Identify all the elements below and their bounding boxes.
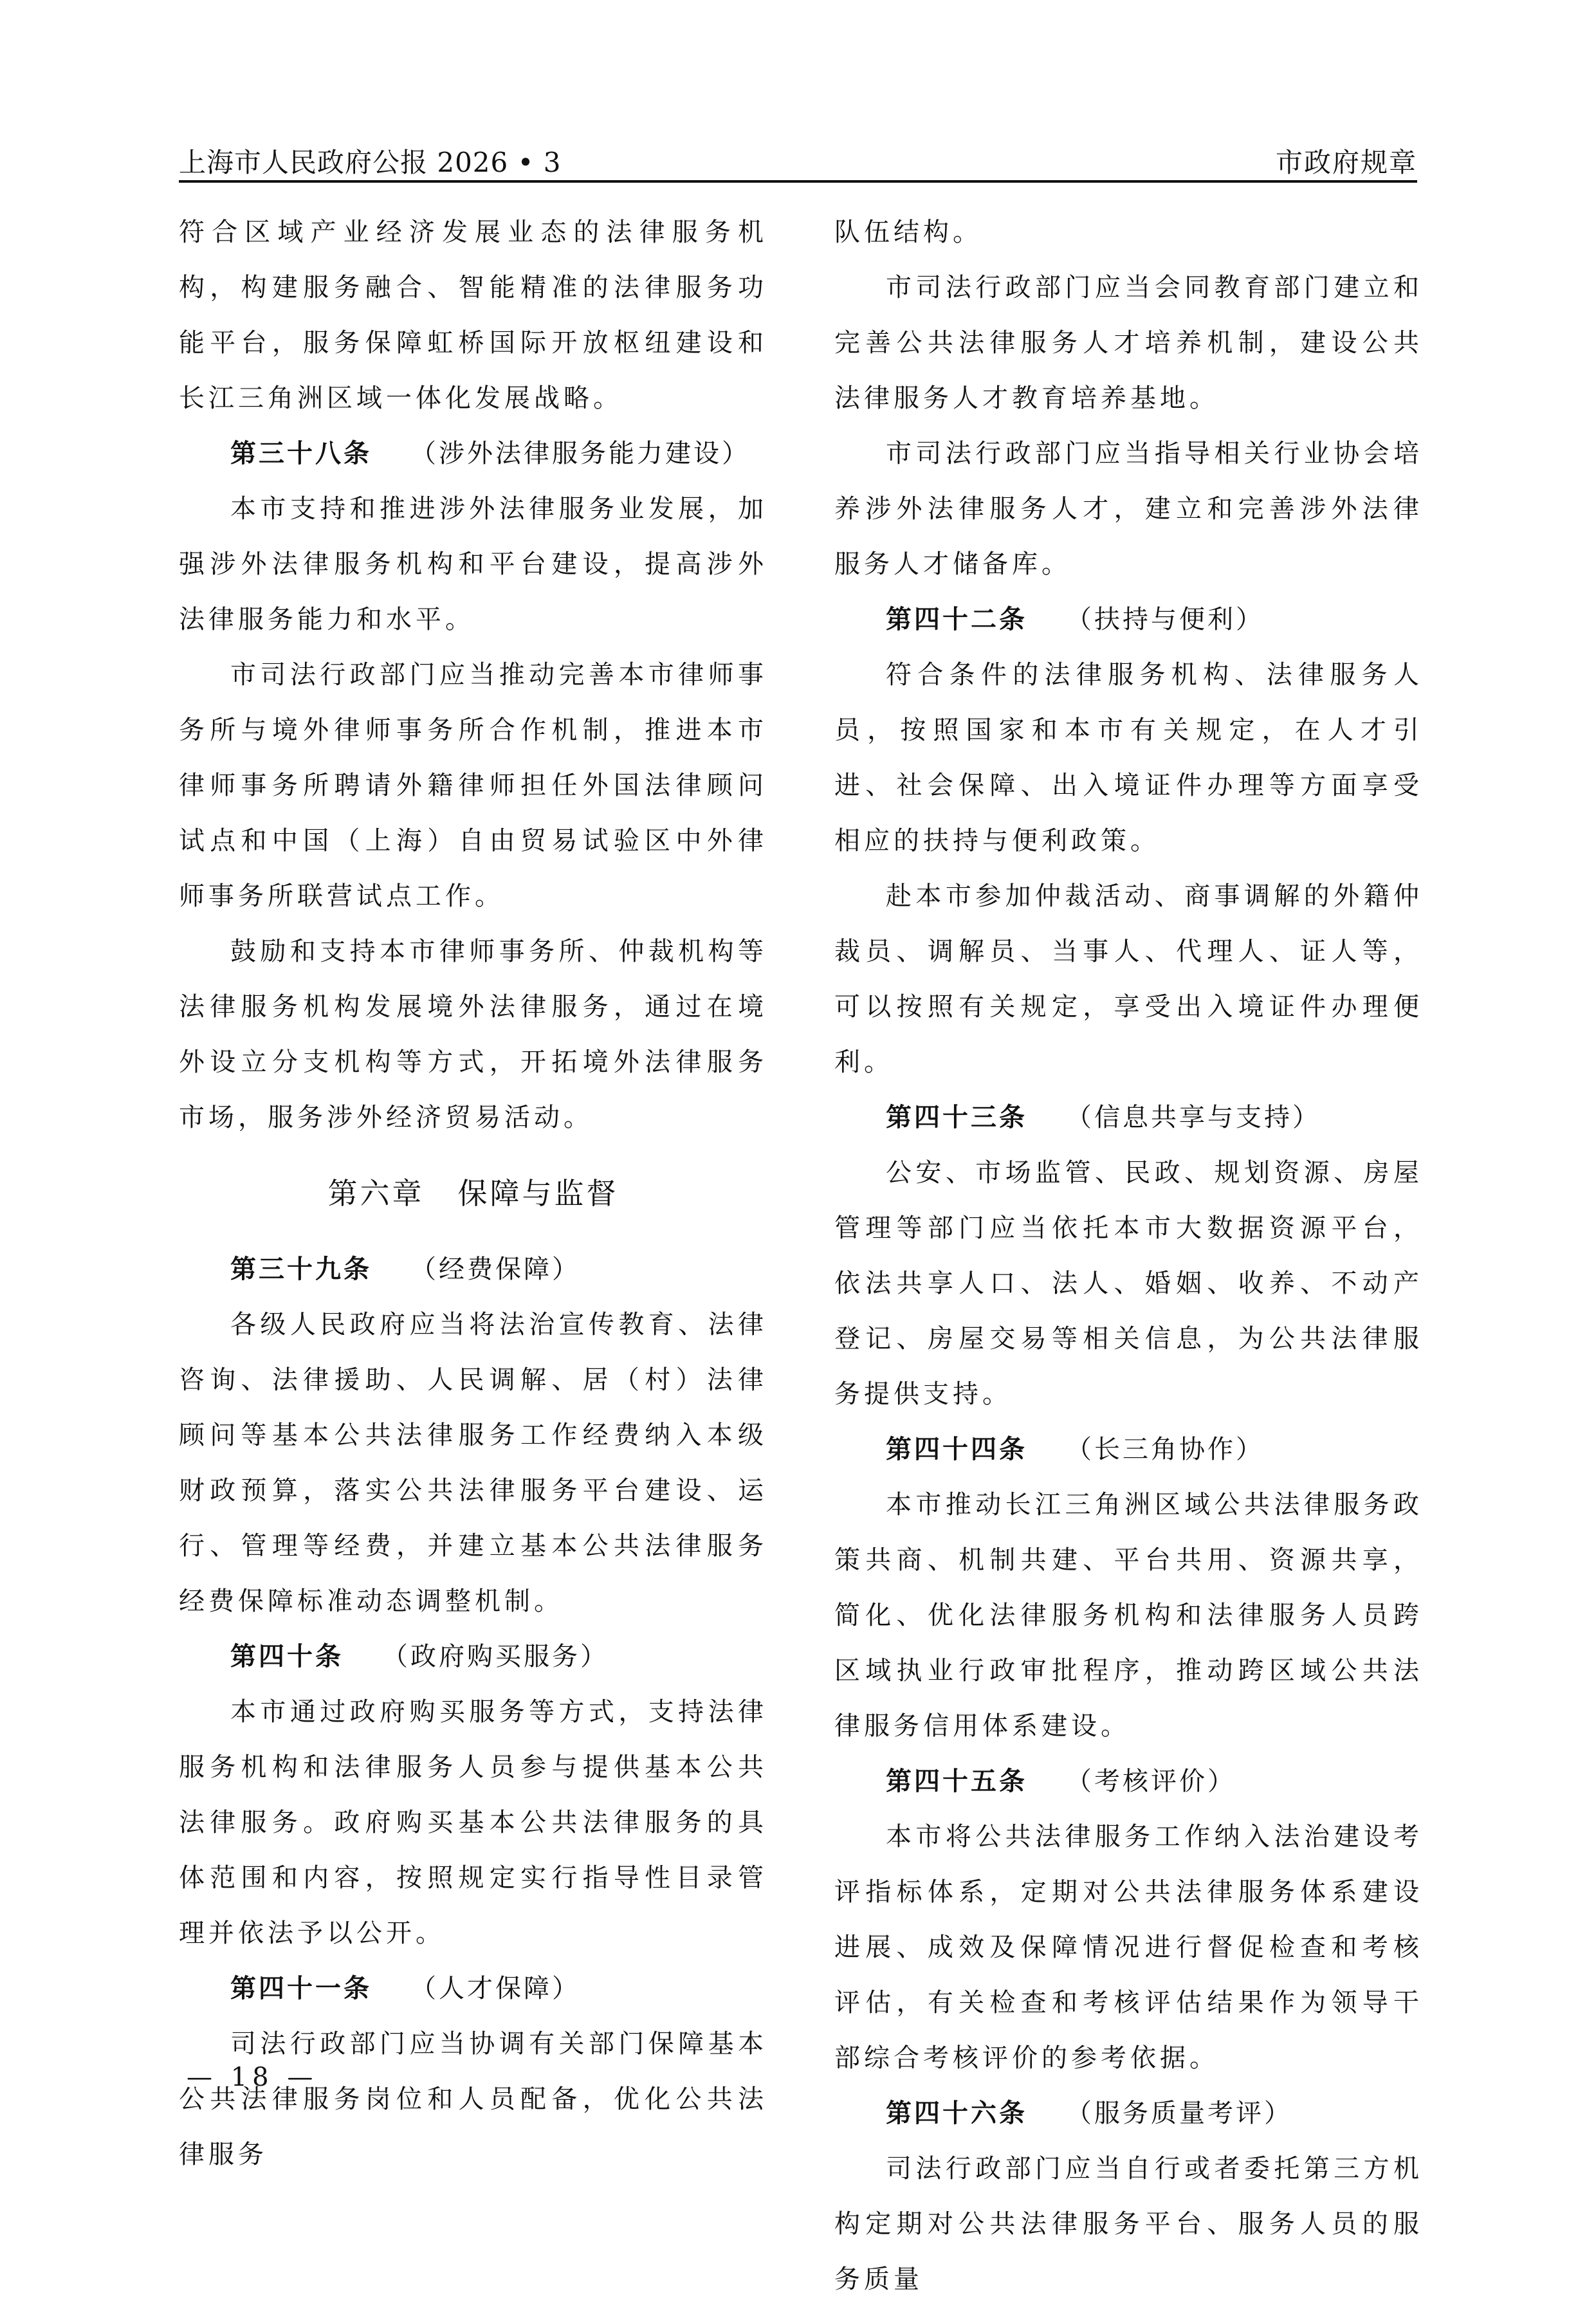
chapter-title: 保障与监督 bbox=[457, 1176, 619, 1211]
paragraph: 鼓励和支持本市律师事务所、仲裁机构等法律服务机构发展境外法律服务，通过在境外设立分支机构等方式，开拓境外法律服务市场，服务涉外经济贸易活动。 bbox=[179, 937, 767, 1132]
article-title: （服务质量考评） bbox=[1066, 2099, 1292, 2128]
article-number: 第四十条 bbox=[230, 1642, 344, 1671]
article-title: （考核评价） bbox=[1066, 1767, 1236, 1796]
article-heading-45 bbox=[834, 1754, 1423, 1809]
article-heading-42 bbox=[834, 592, 1423, 647]
article-number: 第三十八条 bbox=[230, 439, 372, 468]
article-title: （长三角协作） bbox=[1066, 1435, 1264, 1464]
right-column bbox=[834, 205, 1423, 2307]
article-number: 第四十三条 bbox=[886, 1103, 1027, 1132]
paragraph: 本市推动长江三角洲区域公共法律服务政策共商、机制共建、平台共用、资源共享，简化、优化法律服务机构和法律服务人员跨区域执业行政审批程序，推动跨区域公共法律服务信用体系建设。 bbox=[834, 1490, 1423, 1741]
paragraph: 符合条件的法律服务机构、法律服务人员，按照国家和本市有关规定，在人才引进、社会保障、出入境证件办理等方面享受相应的扶持与便利政策。 bbox=[834, 660, 1423, 856]
paragraph: 市司法行政部门应当指导相关行业协会培养涉外法律服务人才，建立和完善涉外法律服务人才储备库。 bbox=[834, 439, 1423, 579]
chapter-heading bbox=[179, 1155, 767, 1231]
article-number: 第四十五条 bbox=[886, 1767, 1027, 1796]
paragraph: 赴本市参加仲裁活动、商事调解的外籍仲裁员、调解员、当事人、代理人、证人等，可以按照有关规定，享受出入境证件办理便利。 bbox=[834, 881, 1423, 1077]
paragraph: 市司法行政部门应当会同教育部门建立和完善公共法律服务人才培养机制，建设公共法律服务人才教育培养基地。 bbox=[834, 273, 1423, 413]
article-title: （人才保障） bbox=[410, 1974, 580, 2003]
article-heading-38 bbox=[179, 426, 767, 481]
paragraph: 本市将公共法律服务工作纳入法治建设考评指标体系，定期对公共法律服务体系建设进展、成效及保障情况进行督促检查和考核评估，有关检查和考核评估结果作为领导干部综合考核评价的参考依据。 bbox=[834, 1822, 1423, 2073]
running-header bbox=[179, 135, 1417, 183]
paragraph: 公安、市场监管、民政、规划资源、房屋管理等部门应当依托本市大数据资源平台，依法共享人口、法人、婚姻、收养、不动产登记、房屋交易等相关信息，为公共法律服务提供支持。 bbox=[834, 1158, 1423, 1409]
left-column bbox=[179, 205, 767, 2182]
chapter-number: 第六章 bbox=[327, 1176, 425, 1211]
article-title: （经费保障） bbox=[410, 1255, 580, 1284]
paragraph: 队伍结构。 bbox=[834, 217, 982, 247]
article-heading-39 bbox=[179, 1242, 767, 1297]
section-title: 市政府规章 bbox=[1275, 147, 1417, 178]
journal-title: 上海市人民政府公报 2026 • 3 bbox=[179, 147, 562, 178]
paragraph: 司法行政部门应当协调有关部门保障基本公共法律服务岗位和人员配备，优化公共法律服务 bbox=[179, 2029, 767, 2169]
article-number: 第四十四条 bbox=[886, 1435, 1027, 1464]
article-number: 第四十六条 bbox=[886, 2099, 1027, 2128]
article-title: （信息共享与支持） bbox=[1066, 1103, 1321, 1132]
paragraph: 本市通过政府购买服务等方式，支持法律服务机构和法律服务人员参与提供基本公共法律服务。政府购买基本公共法律服务的具体范围和内容，按照规定实行指导性目录管理并依法予以公开。 bbox=[179, 1697, 767, 1948]
article-number: 第三十九条 bbox=[230, 1255, 372, 1284]
article-title: （涉外法律服务能力建设） bbox=[410, 439, 750, 468]
article-heading-44 bbox=[834, 1422, 1423, 1477]
article-number: 第四十二条 bbox=[886, 605, 1027, 634]
article-title: （政府购买服务） bbox=[382, 1642, 609, 1671]
article-heading-46 bbox=[834, 2086, 1423, 2141]
paragraph: 司法行政部门应当自行或者委托第三方机构定期对公共法律服务平台、服务人员的服务质量 bbox=[834, 2154, 1423, 2294]
paragraph: 各级人民政府应当将法治宣传教育、法律咨询、法律援助、人民调解、居（村）法律顾问等基本公共法律服务工作经费纳入本级财政预算，落实公共法律服务平台建设、运行、管理等经费，并建立基本公共法律服务经费保障标准动态调整机制。 bbox=[179, 1310, 767, 1616]
article-heading-40 bbox=[179, 1629, 767, 1684]
article-title: （扶持与便利） bbox=[1066, 605, 1264, 634]
article-heading-41 bbox=[179, 1961, 767, 2016]
paragraph: 本市支持和推进涉外法律服务业发展，加强涉外法律服务机构和平台建设，提高涉外法律服务能力和水平。 bbox=[179, 494, 767, 634]
page-number: — 18 — bbox=[187, 2063, 318, 2092]
article-number: 第四十一条 bbox=[230, 1974, 372, 2003]
paragraph: 符合区域产业经济发展业态的法律服务机构，构建服务融合、智能精准的法律服务功能平台，服务保障虹桥国际开放枢纽建设和长江三角洲区域一体化发展战略。 bbox=[179, 217, 767, 413]
paragraph: 市司法行政部门应当推动完善本市律师事务所与境外律师事务所合作机制，推进本市律师事务所聘请外籍律师担任外国法律顾问试点和中国（上海）自由贸易试验区中外律师事务所联营试点工作。 bbox=[179, 660, 767, 911]
article-heading-43 bbox=[834, 1090, 1423, 1145]
